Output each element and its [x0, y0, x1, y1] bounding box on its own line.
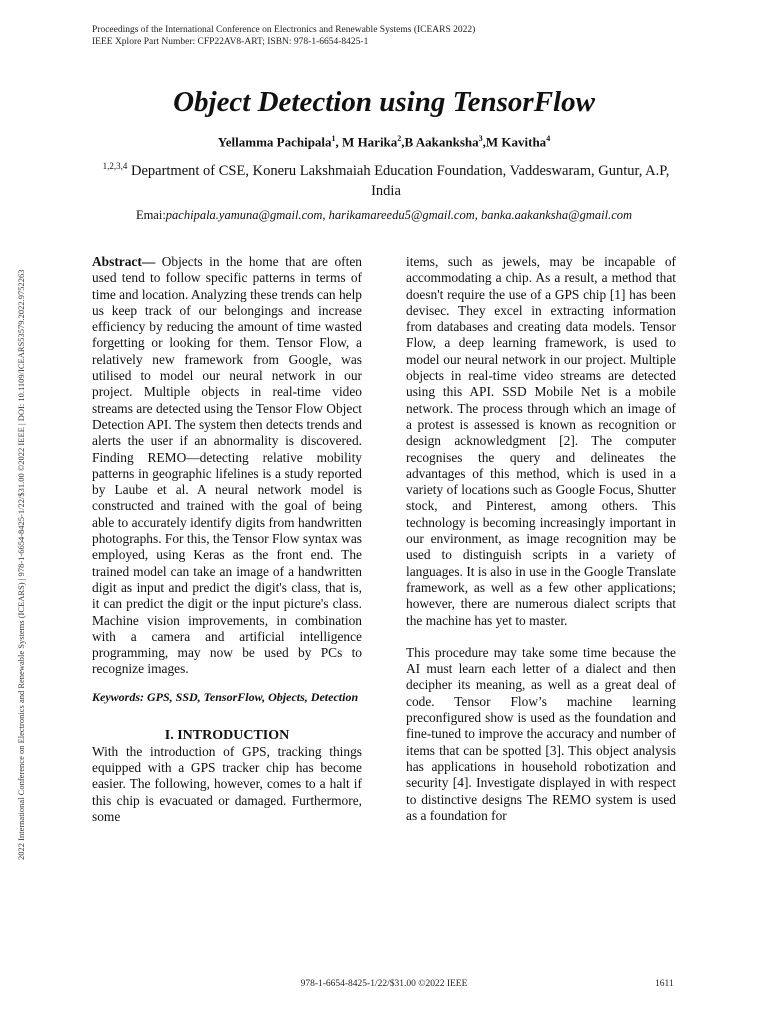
author-sup: 1	[331, 134, 336, 143]
email-addresses: pachipala.yamuna@gmail.com, harikamareedu5@gmail.com, banka.aakanksha@gmail.com	[165, 208, 633, 222]
affiliation-sup: 1,2,3,4	[102, 161, 128, 171]
author-name: B Aakanksha	[404, 134, 479, 150]
email-label: Emai:	[135, 208, 166, 222]
body-paragraph-2: This procedure may take some time because the AI must learn each letter of a dialect and then decipher its meaning, as well as a great deal of code. Tensor Flow’s machine learning preconfigured show is used as the foundation and fine-tuned to improve the accuracy and number of items that can be spotted [3]. This object analysis has applications in household robotization and security [4]. Investigate displayed in with respect to distinctive designs The REMO system is used as a foundation for	[406, 644, 676, 823]
running-header	[92, 24, 475, 48]
affiliation	[96, 156, 676, 201]
left-column	[92, 254, 362, 825]
abstract	[92, 254, 362, 678]
author-name: M Harika	[342, 134, 398, 150]
author-list: Yellamma Pachipala$^1$, M Harika$^2$,B Aakanksha$^3$,M Kavitha$^4$	[217, 134, 551, 150]
body-paragraph-1: items, such as jewels, may be incapable of accommodating a chip. As a result, a method that doesn't require the use of a GPS chip [1] has been devisec. They excel in extracting information from databases and creating data models. Tensor Flow, a deep learning framework, is used to model our neural network in our project. Multiple objects in real-time video streams are detected using this API. SSD Mobile Net is a mobile network. The process through which an image of a protest is assessed is known as recognition or design acknowledgment [2]. The computer recognises the query and delineates the advantages of this method, which is used in a variety of locations such as Google Focus, Shutter stock, and Pinterest, among others. This technology is becoming increasingly important in our environment, as image recognition may be used to distinguish scripts in a variety of languages. It is also in use in the Google Translate framework, as well as a few other applications; however, there are numerous dialect scripts that the machine has yet to master.	[406, 254, 676, 628]
author-name: Yellamma Pachipala	[217, 134, 332, 150]
author-name: M Kavitha	[485, 134, 547, 150]
abstract-text: Objects in the home that are often used tend to follow specific patterns in terms of time and location. Analyzing these trends can help us keep track of our belongings and increase efficiency by reducing the amount of time wasted forgetting or looking for them. Tensor Flow, a relatively new framework from Google, was utilised to model our neural network in our project. Multiple objects in real-time video streams are detected using the Tensor Flow Object Detection API. The system then detects trends and alerts the user if an abnormality is discovered. Finding REMO—detecting relative mobility patterns in geographic lifelines is a study reported by Laube et al. A neural network model is constructed and trained with the goal of being able to accurately identify digits from handwritten photographs. For this, the Tensor Flow syntax was employed, using Keras as the front end. The trained model can take an image of a handwritten digit as input and predict the digit's class, that is, it can predict the digit or the input picture's class. Machine vision improvements, in combination with a camera and artificial intelligence programming, may now be used by PCs to recognize images.	[92, 254, 362, 677]
paper-title: Object Detection using TensorFlow	[173, 86, 595, 118]
footer-copyright: 978-1-6654-8425-1/22/$31.00 ©2022 IEEE	[300, 979, 468, 989]
section-heading: I. INTRODUCTION	[164, 727, 290, 743]
header-line-2: IEEE Xplore Part Number: CFP22AV8-ART; ISBN: 978-1-6654-8425-1	[92, 37, 369, 47]
author-sup: 3	[478, 134, 483, 143]
author-sup: 2	[397, 134, 402, 143]
intro-paragraph: With the introduction of GPS, tracking things equipped with a GPS tracker chip has become easier. The following, however, comes to a halt if this chip is evacuated or damaged. Furthermore, some	[92, 743, 362, 824]
side-doi-text: 2022 International Conference on Electronics and Renewable Systems (ICEARS) | 978-1-6654-8425-1/22/$31.00 ©2022 IEEE | DOI: 10.1109/ICEARS53579.2022.9752263	[16, 269, 26, 860]
page-number: 1611	[655, 979, 674, 989]
author-sup: 4	[546, 134, 551, 143]
affiliation-text: Department of CSE, Koneru Lakshmaiah Education Foundation, Vaddeswaram, Guntur, A.P, India	[127, 162, 670, 199]
abstract-label: Abstract—	[92, 254, 156, 269]
keywords: Keywords: GPS, SSD, TensorFlow, Objects, Detection	[92, 689, 359, 704]
header-line-1: Proceedings of the International Conference on Electronics and Renewable Systems (ICEARS 2022)	[92, 25, 476, 35]
right-column	[406, 254, 676, 824]
email-line	[0, 208, 768, 223]
